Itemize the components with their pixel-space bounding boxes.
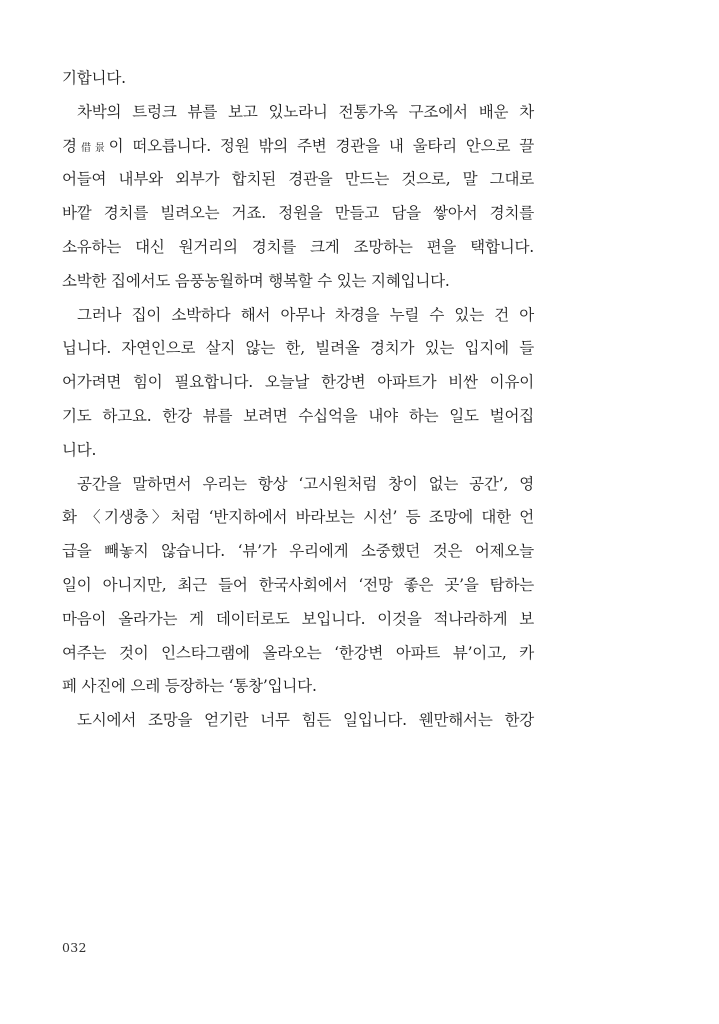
text-line: 어들여 내부와 외부가 합치된 경관을 만드는 것으로, 말 그대로 [62,170,534,189]
text-line: 소박한 집에서도 음풍농월하며 행복할 수 있는 지혜입니다. [62,271,450,290]
text-line [62,130,534,164]
line-segment: 이 떠오릅니다. 정원 밖의 주변 경관을 내 울타리 안으로 끌 [108,136,534,155]
text-line: 소유하는 대신 원거리의 경치를 크게 조망하는 편을 택합니다. [62,237,534,256]
text-line: 일이 아니지만, 최근 들어 한국사회에서 ‘전망 좋은 곳’을 탐하는 [62,575,534,594]
text-line: 마음이 올라가는 게 데이터로도 보입니다. 이것을 적나라하게 보 [62,609,534,628]
text-line: 급을 빼놓지 않습니다. ‘뷰’가 우리에게 소중했던 것은 어제오늘 [62,542,534,561]
text-line: 어가려면 힘이 필요합니다. 오늘날 한강변 아파트가 비싼 이유이 [62,373,534,392]
text-line: 닙니다. 자연인으로 살지 않는 한, 빌려올 경치가 있는 입지에 들 [62,339,534,358]
text-line: 기합니다. [62,69,126,87]
text-line: 도시에서 조망을 얻기란 너무 힘든 일입니다. 웬만해서는 한강 [77,711,534,730]
line-segment: 경 [62,136,77,155]
page-number: 032 [62,940,87,955]
hanja-annotation: 借景 [76,142,109,154]
text-line: 니다. [62,440,97,459]
body-text [62,62,534,738]
text-line: 기도 하고요. 한강 뷰를 보려면 수십억을 내야 하는 일도 벌어집 [62,406,534,425]
text-line: 페 사진에 으레 등장하는 ‘통창’입니다. [62,677,317,696]
text-line: 화 〈기생충〉처럼 ‘반지하에서 바라보는 시선’ 등 조망에 대한 언 [62,508,534,527]
text-line: 공간을 말하면서 우리는 항상 ‘고시원처럼 창이 없는 공간’, 영 [77,474,534,493]
text-line: 차박의 트렁크 뷰를 보고 있노라니 전통가옥 구조에서 배운 차 [77,102,534,121]
text-line: 바깥 경치를 빌려오는 거죠. 정원을 만들고 담을 쌓아서 경치를 [62,204,534,223]
text-line: 여주는 것이 인스타그램에 올라오는 ‘한강변 아파트 뷰’이고, 카 [62,643,534,662]
text-line: 그러나 집이 소박하다 해서 아무나 차경을 누릴 수 있는 건 아 [77,305,534,324]
